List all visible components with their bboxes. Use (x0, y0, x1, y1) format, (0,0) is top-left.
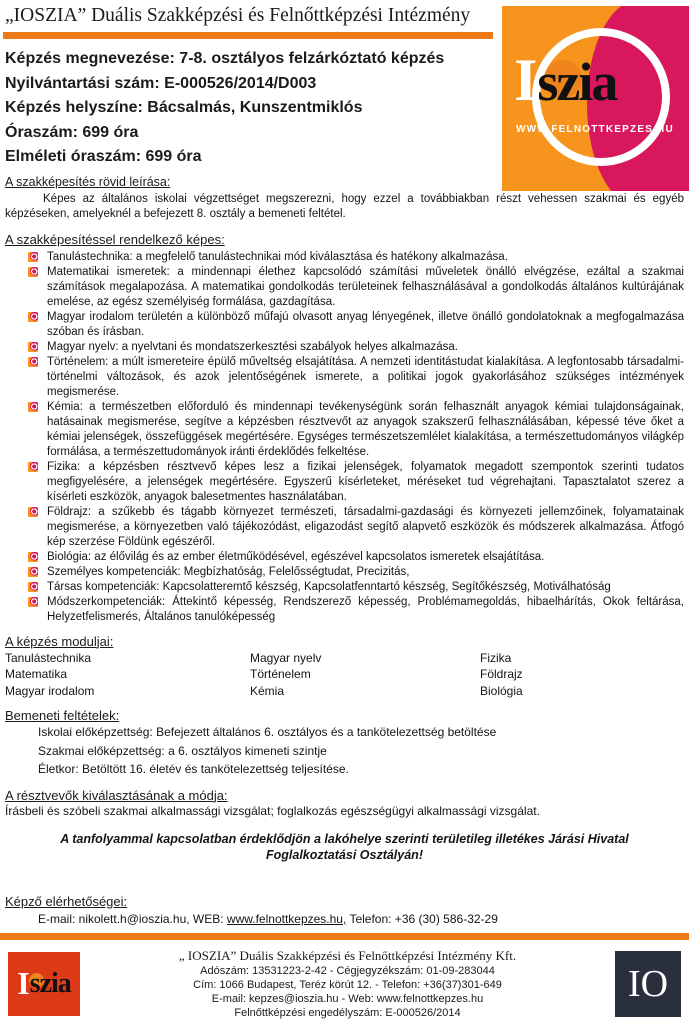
contact-website-link[interactable]: www.felnottkepzes.hu, (226, 911, 347, 926)
footer-io-logo: IO (615, 951, 681, 1017)
modules-grid (5, 650, 689, 700)
course-info-block (5, 47, 485, 170)
competence-text: Földrajz: a szűkebb és tágabb környezet természeti, társadalmi-gazdasági és környezeti jellemzőinek, folyamatainak megismerése, a környezetben való tájékozódást, eligazodást segítő alapvető eszközök és módszerek alkalmazása. Átfogó kép szerzése Földünk egészéről. (47, 505, 684, 548)
ioszia-mini-logo-icon (28, 552, 38, 562)
competence-item (0, 310, 689, 340)
section-heading-competences: A szakképesítéssel rendelkező képes: (5, 231, 225, 247)
competence-item (0, 340, 689, 355)
ioszia-mini-logo-icon (28, 267, 38, 277)
module-item: Történelem (250, 667, 311, 681)
competence-text: Társas kompetenciák: Kapcsolatteremtő készség, Kapcsolatfenntartó készség, Segítőkészség, Motiválhatóság (47, 580, 611, 593)
module-item: Fizika (480, 650, 512, 665)
modules-column-2 (250, 650, 480, 700)
entry-condition: Szakmai előképzettség: a 6. osztályos kimeneti szintje (38, 743, 327, 758)
course-info-line: Képzés megnevezése: 7-8. osztályos felzárkóztató képzés (5, 50, 445, 67)
footer-logo-letters-szia: szia (29, 967, 71, 999)
competence-item (0, 355, 689, 400)
modules-column-3 (480, 650, 689, 700)
ioszia-mini-logo-icon (28, 582, 38, 592)
competence-item (0, 505, 689, 550)
selection-method-text: Írásbeli és szóbeli szakmai alkalmassági vizsgálat; foglalkozás egészségügyi alkalmassági vizsgálat. (5, 803, 540, 818)
ioszia-mini-logo-icon (28, 402, 38, 412)
module-item: Matematika (5, 667, 68, 681)
module-item: Biológia (480, 683, 523, 698)
footer-company-details (80, 948, 615, 1020)
footer-detail-line: Adószám: 13531223-2-42 - Cégjegyzékszám: 01-09-283044 (200, 964, 495, 977)
contact-line (38, 911, 689, 927)
course-info-line: Képzés helyszíne: Bácsalmás, Kunszentmiklós (5, 99, 363, 116)
footer-company-name: „ IOSZIA” Duális Szakképzési és Felnőttképzési Intézmény Kft. (178, 947, 517, 963)
ioszia-mini-logo-icon (28, 312, 38, 322)
module-item: Kémia (250, 683, 285, 698)
module-item: Földrajz (480, 667, 523, 681)
module-item: Tanulástechnika (5, 650, 92, 665)
ioszia-mini-logo-icon (28, 567, 38, 577)
job-office-notice: A tanfolyammal kapcsolatban érdeklődjön a lakóhelye szerinti területileg illetékes Járási Hivatal Foglalkoztatási Osztályán! (60, 831, 629, 862)
competence-item (0, 400, 689, 460)
contact-phone-text: Telefon: +36 (30) 586-32-29 (346, 911, 498, 926)
competence-text: Módszerkompetenciák: Áttekintő képesség, Rendszerező képesség, Problémamegoldás, hibaelhárítás, Okok feltárása, Helyzetfelismerés, Általános tanulóképesség (47, 595, 684, 623)
section-heading-short-description: A szakképesítés rövid leírása: (5, 174, 171, 189)
competence-item (0, 250, 689, 265)
competence-text: Magyar irodalom területén a különböző műfajú olvasott anyag lényegének, illetve önálló gondolatoknak a megfogalmazása szóban és írásban. (47, 310, 684, 338)
competence-text: Történelem: a múlt ismereteire épülő műveltség elsajátítása. A nemzeti identitástudat kialakítása. A legfontosabb társadalmi-történelmi változások, és azok jelentőségének ismerete, a politikai jogok gyakorlásához szükséges intézmények megismerése. (47, 355, 684, 398)
competence-text: Tanulástechnika: a megfelelő tanulástechnikai mód kiválasztása és hatékony alkalmazása. (47, 250, 508, 263)
header-divider (3, 32, 493, 39)
logo-letter-i: I (514, 47, 538, 113)
entry-conditions-list (38, 723, 689, 779)
page-title: „IOSZIA” Duális Szakképzési és Felnőttképzési Intézmény (5, 5, 471, 26)
footer-detail-lines (86, 964, 609, 1020)
section-heading-modules: A képzés moduljai: (5, 633, 114, 649)
logo-website-text: WWW.FELNOTTKEPZES.HU (516, 124, 674, 135)
ioszia-mini-logo-icon (28, 507, 38, 517)
competence-item (0, 550, 689, 565)
ioszia-mini-logo-icon (28, 357, 38, 367)
module-item: Magyar irodalom (5, 683, 95, 698)
footer-detail-line: Felnőttképzési engedélyszám: E-000526/2014 (234, 1006, 461, 1019)
competence-item (0, 565, 689, 580)
footer-detail-line: E-mail: kepzes@ioszia.hu - Web: www.felnottkepzes.hu (211, 992, 484, 1005)
footer-divider (0, 933, 689, 940)
ioszia-mini-logo-icon (28, 462, 38, 472)
footer-detail-line: Cím: 1066 Budapest, Teréz körút 12. - Telefon: +36(37)301-649 (193, 978, 502, 991)
module-item: Magyar nyelv (250, 650, 322, 665)
ioszia-logo (502, 6, 689, 191)
logo-letters-szia: szia (537, 52, 617, 112)
ioszia-mini-logo-icon (28, 597, 38, 607)
section-heading-selection: A résztvevők kiválasztásának a módja: (5, 787, 228, 803)
footer (0, 948, 689, 1020)
footer-logo-letter-i: I (17, 965, 30, 1001)
ioszia-mini-logo-icon (28, 342, 38, 352)
competence-item (0, 460, 689, 505)
competence-text: Kémia: a természetben előforduló és mindennapi tevékenységünk során felhasznált anyagok kémiai tulajdonságainak, hatásainak megismerése, segítve a képzésben résztvevőt az anyagok szakszerű felhasználásában, képessé téve őket a kémiai jelenségek, összefüggések megértésére. Egységes természetszemlélet kialakítása, a természettudományos világkép formálása, a természettudományok iránti érdeklődés felkeltése. (47, 400, 684, 458)
entry-condition: Életkor: Betöltött 16. életév és tankötelezettség teljesítése. (38, 762, 349, 776)
competence-text: Biológia: az élővilág és az ember életműködésével, egészével kapcsolatos ismeretek elsajátítása. (47, 550, 545, 563)
course-info-line: Elméleti óraszám: 699 óra (5, 148, 202, 165)
modules-column-1 (5, 650, 250, 700)
entry-condition: Iskolai előképzettség: Befejezett általános 6. osztályos és a tankötelezettség betöltése (38, 725, 497, 739)
competence-item (0, 265, 689, 310)
short-description-paragraph: Képes az általános iskolai végzettséget megszerezni, hogy ezzel a továbbiakban részt vehessen szakmai és egyéb képzéseken, amelyeknél a befejezett 8. osztály a bemeneti feltétel. (5, 192, 684, 220)
competence-item (0, 595, 689, 625)
footer-ioszia-logo (8, 952, 80, 1016)
competence-item (0, 580, 689, 595)
section-heading-contact: Képző elérhetőségei: (5, 893, 128, 909)
competence-text: Személyes kompetenciák: Megbízhatóság, Felelősségtudat, Precizitás, (47, 565, 410, 578)
course-info-line: Óraszám: 699 óra (5, 123, 139, 141)
section-heading-entry: Bemeneti feltételek: (5, 708, 120, 723)
competence-text: Magyar nyelv: a nyelvtani és mondatszerkesztési szabályok helyes alkalmazása. (47, 340, 458, 353)
ioszia-mini-logo-icon (28, 252, 38, 262)
contact-email-text: E-mail: nikolett.h@ioszia.hu, WEB: (38, 911, 227, 926)
competence-list (0, 250, 689, 625)
course-info-line: Nyilvántartási szám: E-000526/2014/D003 (5, 74, 317, 92)
competence-text: Fizika: a képzésben résztvevő képes lesz a fizikai jelenségek, folyamatok megadott szempontok szerinti tudatos megfigyelésére, a jelenségek megértésére. Egyszerű kísérleteket, méréseket tud végrehajtani. Tapasztalatot szerez a kísérleti eszközök, anyagok balesetmentes használatában. (47, 460, 684, 503)
logo-wordmark (514, 46, 616, 115)
competence-text: Matematikai ismeretek: a mindennapi élethez kapcsolódó számítási műveletek önálló elvégzése, ezáltal a szakmai számítások megalapozása. A matematikai gondolkodás területeinek felhasználásával a gondolkodás általános kultúrájának emelése, az egész személyiség formálása, gazdagítása. (47, 265, 684, 308)
